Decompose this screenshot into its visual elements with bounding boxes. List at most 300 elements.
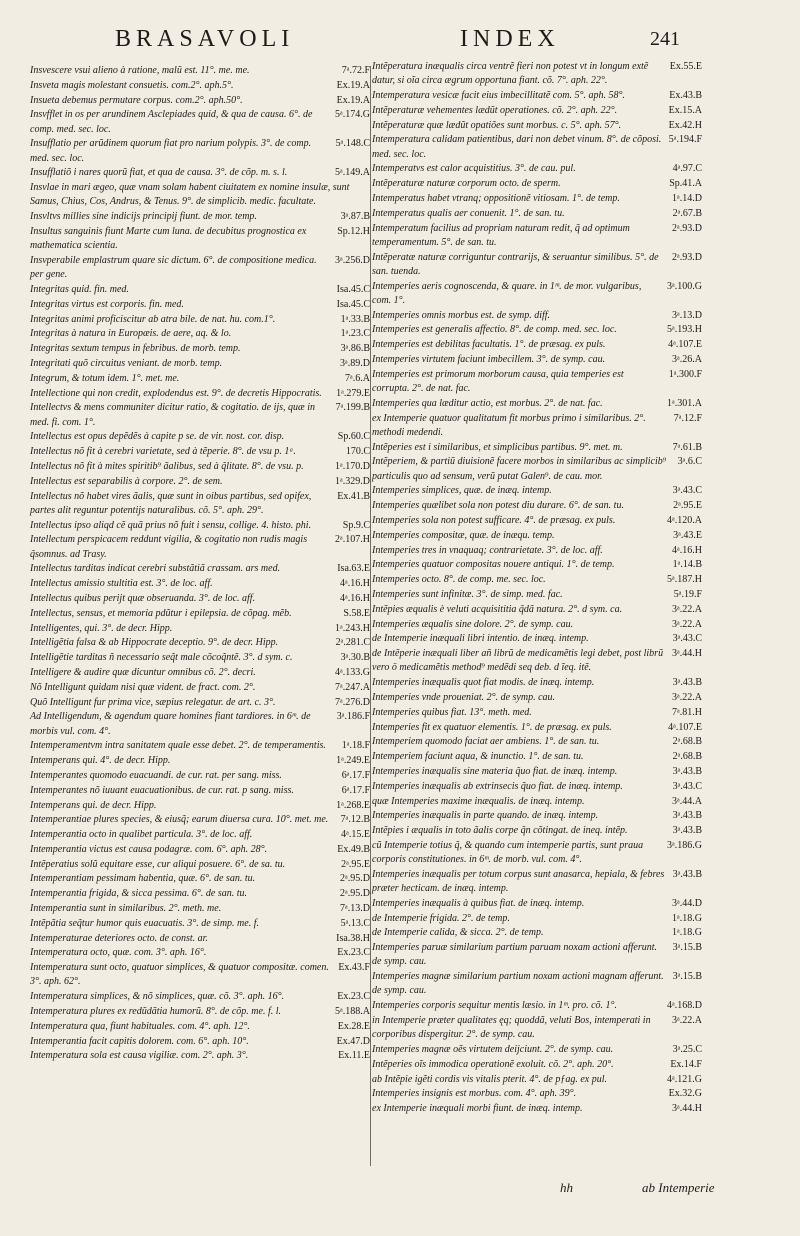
index-entry (372, 999, 702, 1013)
index-entry (372, 735, 702, 749)
entry-text: Intemperatura vesicæ facit eius imbecillitatẽ com. 5°. aph. 58°. (372, 90, 625, 101)
entry-reference: 2ᵃ.67.B (672, 207, 702, 219)
entry-reference: 3ᵃ.44.H (672, 1103, 702, 1115)
entry-reference: Ex.32.G (668, 1088, 702, 1100)
entry-text: Integritas sextum tempus in febribus. de morb. temp. (30, 343, 241, 355)
entry-text: Intemperiem faciunt aqua, & inunctio. 1°. de san. tu. (372, 751, 584, 763)
entry-reference: 3ᵃ.186.F (336, 711, 370, 723)
index-entry (372, 1087, 702, 1101)
entry-text: Intellectus est separabilis à corpore. 2°. de sem. (30, 475, 223, 487)
index-entry (30, 828, 370, 842)
entry-text: Intemperies paruæ similarium partium paruam noxam actioni afferunt. de symp. cau. (372, 942, 657, 968)
index-entry (372, 573, 702, 587)
index-entry (30, 254, 370, 282)
entry-text: Intemperatura qua, fiunt habituales. com. 4°. aph. 12°. (30, 1020, 250, 1032)
index-entry (372, 912, 702, 926)
entry-text: Intẽperatæ naturæ corriguntur contrarijs, & seruantur similibus. 5°. de san. tuenda. (372, 251, 659, 277)
entry-reference: 3ᵃ.256.D (335, 254, 370, 266)
index-entry (372, 795, 702, 809)
entry-text: Intemperantia victus est causa podagræ. com. 6°. aph. 28°. (30, 843, 268, 855)
index-entry (372, 177, 702, 191)
entry-text: Intemperatus qualis aer conuenit. 1°. de san. tu. (372, 207, 565, 219)
index-entry (30, 1049, 370, 1063)
entry-reference: 1ᵃ.18.G (672, 912, 702, 924)
index-entry (372, 1058, 702, 1072)
entry-text: Intẽperies oĩs immodica operationẽ exoluit. cõ. 2°. aph. 20°. (372, 1058, 614, 1070)
entry-reference: Ex.49.B (337, 843, 370, 855)
entry-reference: 2ᵃ.95.D (340, 873, 370, 885)
entry-text: in Intemperie præter qualitates ęq; quoddã, veluti Bos, intemperati in corporibus dispergitur. 2°. de symp. cau. (372, 1015, 651, 1041)
entry-text: de Intemperie calida, & sicca. 2°. de temp. (372, 927, 544, 939)
entry-text: Intelligere & audire quæ dicuntur omnibus cõ. 2°. decri. (30, 666, 256, 678)
entry-reference: 4ᵃ.168.D (667, 1000, 702, 1012)
entry-reference: Ex.42.H (668, 119, 702, 131)
entry-text: Intemperies aeris cognoscenda, & quare. in 1ᵐ. de mor. vulgaribus, com. 1°. (372, 280, 642, 306)
index-entry (30, 445, 370, 459)
entry-text: Intemperies quælibet sola non potest diu durare. 6°. de san. tu. (372, 500, 624, 512)
entry-reference: 3ᵃ.26.A (672, 353, 702, 365)
index-entry (30, 166, 370, 180)
entry-text: Intemperies corporis sequitur mentis læsio. in 1ᵐ. pro. cõ. 1°. (372, 1000, 618, 1012)
entry-reference: 2ᵃ.281.C (335, 637, 370, 649)
index-entry (372, 89, 702, 103)
entry-reference: Ex.11.E (338, 1050, 370, 1062)
index-entry (372, 897, 702, 911)
entry-reference: 1ᵃ.14.B (672, 559, 702, 571)
entry-reference: 7ᵃ.199.B (335, 402, 370, 414)
index-entry (30, 533, 370, 561)
index-entry (30, 387, 370, 401)
entry-text: de Intemperie frigida. 2°. de temp. (372, 912, 510, 924)
entry-reference: Isa.38.H (336, 932, 370, 944)
index-entry (372, 323, 702, 337)
index-entry (372, 133, 702, 161)
entry-text: Intemperantes nõ iuuant euacuationibus. de cur. rat. p sang. miss. (30, 784, 294, 796)
index-entry (372, 368, 702, 396)
entry-reference: 3ᵃ.87.B (340, 211, 370, 223)
index-entry (30, 372, 370, 386)
entry-text: Intẽpies æqualis è veluti acquisititia q̃dã natura. 2°. d sym. ca. (372, 603, 623, 615)
entry-text: Intemperatura octo, quæ. com. 3°. aph. 16°. (30, 947, 207, 959)
entry-reference: 7ᵃ.81.H (672, 706, 702, 718)
entry-reference: Isa.45.C (336, 298, 370, 310)
index-entry (30, 430, 370, 444)
index-entry (372, 207, 702, 221)
entry-text: quæ Intemperies maxime inæqualis. de inæq. intemp. (372, 795, 585, 807)
entry-reference: Ex.43.F (338, 962, 370, 974)
index-entry (30, 872, 370, 886)
index-entry (30, 357, 370, 371)
column-divider (370, 66, 371, 1166)
index-entry (372, 970, 702, 998)
entry-text: Intẽperiem, & partiũ diuisionẽ facere morbos in similaribus ac simplicib⁹ particulis quo ad sensum, verũ putat Galen⁹. de cau. mor. (372, 456, 667, 482)
entry-reference: 7ᵃ.276.D (335, 696, 370, 708)
entry-text: Intemperies compositæ, quæ. de inæqu. temp. (372, 529, 555, 541)
entry-text: Insvlae in mari ægeo, quæ vnam solam habent ciuitatem ex nomine insulæ, sunt Samus, Chius, Cos, Andrus, & Tenus. 9°. de simplicib. medic. facultate. (30, 182, 350, 208)
entry-reference: 3ᵃ.22.A (672, 603, 702, 615)
index-entry (30, 475, 370, 489)
index-entry (372, 868, 702, 896)
entry-reference: 3ᵃ.22.A (672, 1015, 702, 1027)
entry-reference: 3ᵃ.22.A (672, 618, 702, 630)
entry-reference: 4ᵃ.15.E (341, 829, 370, 841)
entry-reference: 1ᵃ.33.B (340, 313, 370, 325)
entry-text: Intelligẽtia falsa & ab Hippocrate deceptio. 9°. de decr. Hipp. (30, 637, 279, 649)
entry-text: Intemperatura sunt octo, quatuor simplices, & quatuor compositæ. comen. 3°. aph. 62°. (30, 962, 329, 988)
index-entry (372, 455, 702, 483)
entry-reference: Sp.60.C (337, 431, 370, 443)
entry-text: Intemperatus habet vtranq; oppositionẽ vitiosam. 1°. de temp. (372, 192, 620, 204)
entry-reference: 2ᵃ.68.B (672, 736, 702, 748)
entry-text: Intẽpies i æqualis in toto ãalis corpe q̃n cõtingat. de ineq. intẽp. (372, 825, 628, 837)
index-entry (30, 666, 370, 680)
entry-text: Insueta debemus permutare corpus. com.2°. aph.50°. (30, 94, 243, 106)
entry-reference: 3ᵃ.89.D (340, 357, 370, 369)
entry-reference: 4ᵃ.16.H (672, 544, 702, 556)
index-entry (30, 401, 370, 429)
entry-reference: 1ᵃ.300.F (668, 368, 702, 380)
entry-reference: 1ᵃ.243.H (335, 622, 370, 634)
entry-text: Integritas quid. fin. med. (30, 283, 129, 295)
entry-text: Intẽperies est i similaribus, et simplicibus partibus. 9°. met. m. (372, 441, 623, 453)
entry-text: Intemperaturae deteriores octo. de const. ar. (30, 932, 208, 944)
entry-reference: 1ᵃ.249.E (336, 755, 370, 767)
entry-reference: 3ᵃ.43.E (673, 529, 702, 541)
index-entry (30, 990, 370, 1004)
entry-text: Intemperies inæqualis quot fiat modis. de inæq. intemp. (372, 677, 595, 689)
entry-reference: 3ᵃ.43.C (672, 485, 702, 497)
entry-reference: 3ᵃ.22.A (672, 691, 702, 703)
entry-text: de Intẽperie inæquali liber añ librũ de medicamẽtis legi debet, post librũ vero ö medicamẽtis method⁹ medẽdi seq deb. d ĩeq. itẽ. (372, 648, 664, 674)
entry-reference: 1ᵃ.18.G (672, 927, 702, 939)
index-entry (30, 298, 370, 312)
index-entry (372, 691, 702, 705)
index-entry (372, 514, 702, 528)
index-entry (30, 108, 370, 136)
entry-text: Integrum, & totum idem. 1°. met. me. (30, 372, 180, 384)
index-entry (30, 946, 370, 960)
entry-text: Intemperantia facit capitis dolorem. com. 6°. aph. 10°. (30, 1035, 249, 1047)
entry-reference: 2ᵃ.93.D (672, 222, 702, 234)
entry-text: Intẽperaturæ quæ lædũt opatiões sunt morbus. c. 5°. aph. 57°. (372, 119, 622, 131)
entry-text: Intellectus ipso aliqd cẽ quã prius nõ fuit i sensu, collige. 4. histo. phi. (30, 519, 312, 531)
entry-text: Intelligẽtie tarditas ñ necessario seq̃t male cõcoq̃ntẽ. 3°. d sym. c. (30, 652, 293, 664)
entry-reference: S.58.E (343, 607, 370, 619)
entry-text: Intemperies inæqualis sine materia q̃uo fiat. de inæq. intemp. (372, 765, 618, 777)
index-entry (372, 441, 702, 455)
entry-text: Ad Intelligendum, & agendum quare homines fiant tardiores. in 6ᵐ. de morbis vul. com. 4°. (30, 711, 311, 737)
index-entry (30, 710, 370, 738)
entry-reference: 4ᵃ.107.E (668, 339, 702, 351)
index-entry (372, 721, 702, 735)
entry-reference: 1ᵃ.18.F (341, 740, 370, 752)
index-entry (30, 137, 370, 165)
entry-text: Intellectus amissio stultitia est. 3°. de loc. aff. (30, 578, 213, 590)
index-entry (372, 192, 702, 206)
entry-reference: 7ᵃ.247.A (335, 681, 370, 693)
entry-text: ex Intemperie inæquali morbi fiunt. de inæq. intemp. (372, 1103, 583, 1115)
entry-text: Intellectvs & mens communiter dicitur ratio, & cogitatio. de ijs, quæ in med. fi. com. 1°. (30, 402, 315, 428)
index-entry (30, 283, 370, 297)
index-entry (372, 809, 702, 823)
entry-text: cũ Intemperie totius q̃, & quando cum intemperie partis, sunt praua corporis constitutiones. in 6ᵐ. de morb. vul. com. 4°. (372, 839, 644, 866)
index-entry (372, 926, 702, 940)
entry-reference: Ex.14.F (670, 1058, 702, 1070)
entry-text: Integritas animi proficiscitur ab atra bile. de nat. hu. com.1°. (30, 313, 276, 325)
index-entry (30, 799, 370, 813)
entry-reference: 3ᵃ.186.G (667, 839, 702, 851)
entry-reference: 1ᵃ.14.D (672, 192, 702, 204)
index-entry (30, 696, 370, 710)
index-entry (30, 1035, 370, 1049)
entry-reference: 3ᵃ.43.B (672, 868, 702, 880)
index-entry (372, 529, 702, 543)
entry-reference: Sp.41.A (669, 178, 702, 190)
entry-text: Insvltvs millies sine indicijs principij fiunt. de mor. temp. (30, 211, 257, 223)
entry-text: Insultus sanguinis fiunt Marte cum luna. de decubitus prognostica ex mathematica scientia. (30, 225, 307, 252)
entry-reference: 2ᵃ.95.E (341, 858, 370, 870)
index-entry (30, 651, 370, 665)
index-entry (30, 327, 370, 341)
entry-reference: 3ᵃ.43.B (672, 810, 702, 822)
index-entry (30, 342, 370, 356)
index-entry (30, 94, 370, 108)
entry-reference: Ex.23.C (337, 947, 370, 959)
entry-text: Intemperies sola non potest sufficare. 4°. de præsag. ex puls. (372, 514, 616, 526)
entry-reference: 5ᵃ.13.C (340, 917, 370, 929)
index-entry (372, 839, 702, 867)
entry-reference: Ex.47.D (336, 1035, 370, 1047)
entry-text: Intellectus tarditas indicat cerebri substãtiã crassam. ars med. (30, 563, 281, 575)
index-entry (30, 1005, 370, 1019)
index-entry (30, 932, 370, 946)
entry-text: Intemperantia octo in qualibet particula. 3°. de loc. aff. (30, 829, 253, 841)
entry-reference: 3ᵃ.86.B (340, 343, 370, 355)
entry-text: Intellectus est opus depẽdẽs à capite p se. de vir. nost. cor. disp. (30, 431, 285, 443)
entry-reference: Sp.12.H (337, 225, 370, 237)
entry-reference: 3ᵃ.44.A (672, 795, 702, 807)
entry-reference: 1ᵃ.329.D (335, 475, 370, 487)
entry-text: Intemperies virtutem faciunt imbecillem. 3°. de symp. cau. (372, 353, 606, 365)
entry-reference: 4ᵃ.133.G (335, 666, 370, 678)
entry-text: Intemperans qui. de decr. Hipp. (30, 799, 157, 811)
entry-text: Integritati quõ circuitus veniant. de morb. temp. (30, 357, 223, 369)
entry-text: Intẽperaturæ vehementes lædũt operationes. cõ. 2°. aph. 22°. (372, 104, 618, 116)
index-entry (372, 499, 702, 513)
entry-text: Intemperatvs est calor acquistitius. 3°. de cau. pul. (372, 163, 576, 175)
entry-reference: 2ᵃ.107.H (335, 534, 370, 546)
entry-reference: 7ᵃ.13.D (340, 903, 370, 915)
entry-reference: Ex.15.A (668, 104, 702, 116)
entry-reference: 3ᵃ.43.C (672, 633, 702, 645)
entry-reference: 1ᵃ.301.A (667, 397, 702, 409)
entry-reference: 3ᵃ.44.H (672, 648, 702, 660)
running-head-right: INDEX (460, 26, 560, 52)
index-entry (372, 251, 702, 279)
index-entry (30, 636, 370, 650)
index-entry (372, 1073, 702, 1087)
entry-text: Intemperatura plures ex redũdãtia humorũ. 8°. de cõp. me. f. l. (30, 1006, 281, 1018)
entry-reference: Ex.55.E (669, 61, 702, 72)
entry-text: Intemperies vnde proueniat. 2°. de symp. cau. (372, 691, 556, 703)
entry-text: Intemperies inæqualis à quibus fiat. de inæq. intemp. (372, 897, 585, 909)
entry-text: Integritas à natura in Europæis. de aere, aq. & lo. (30, 328, 232, 340)
entry-text: Intemperies sunt infinitæ. 3°. de simp. med. fac. (372, 588, 563, 600)
entry-text: Intemperies est generalis affectio. 8°. de comp. med. sec. loc. (372, 324, 617, 336)
index-entry (372, 397, 702, 411)
entry-text: Intemperantia sunt in similaribus. 2°. meth. me. (30, 903, 222, 915)
index-entry (372, 1043, 702, 1057)
entry-reference: 1ᵃ.170.D (335, 460, 370, 472)
entry-text: Insufflatio per arũdinem quorum fiat pro narium polypis. 3°. de comp. med. sec. loc. (30, 138, 312, 164)
index-entry (372, 1014, 702, 1042)
entry-text: Insvperabile emplastrum quare sic dictum. 6°. de compositione medica. per gene. (30, 254, 317, 281)
entry-text: Intemperies magnæ similarium partium noxam actioni magnam afferunt. de symp. cau. (372, 971, 664, 997)
entry-reference: 5ᵃ.193.H (667, 324, 702, 336)
entry-text: Intẽperaturæ naturæ corporum octo. de sperm. (372, 178, 561, 190)
entry-text: Intemperantiam pessimam habentia, quæ. 6°. de san. tu. (30, 873, 256, 885)
entry-reference: 3ᵃ.15.B (672, 971, 702, 983)
index-entry (30, 1020, 370, 1034)
entry-reference: 6ᵃ.17.F (341, 769, 370, 781)
entry-text: Intemperies inæqualis in parte quando. de inæq. intemp. (372, 810, 599, 822)
entry-reference: 3ᵃ.43.B (672, 765, 702, 777)
entry-text: Intemperies omnis morbus est. de symp. diff. (372, 309, 551, 321)
entry-reference: 1ᵃ.23.C (340, 328, 370, 340)
index-entry (372, 222, 702, 250)
entry-text: Intemperies inæqualis per totum corpus sunt anasarca, hepiala, & febres præter hecticam. de inæq. intemp. (372, 868, 665, 895)
entry-text: Intemperies fit ex quatuor elementis. 1°. de præsag. ex puls. (372, 721, 612, 733)
entry-text: Intemperantia frigida, & sicca pessima. 6°. de san. tu. (30, 888, 248, 900)
entry-reference: 3ᵃ.30.B (340, 652, 370, 664)
index-entry (30, 79, 370, 93)
index-entry (372, 706, 702, 720)
entry-text: Integritas virtus est corporis. fin. med. (30, 298, 184, 310)
entry-text: Intemperatura simplices, & nõ simplices, quæ. cõ. 3°. aph. 16°. (30, 991, 285, 1003)
index-entry (30, 813, 370, 827)
entry-reference: 4ᵃ.97.C (672, 163, 702, 175)
entry-reference: 3ᵃ.44.D (672, 897, 702, 909)
entry-text: Intemperies tres in vnaquaq; contrarietate. 3°. de loc. aff. (372, 544, 603, 556)
page-number: 241 (650, 28, 680, 50)
index-entry (372, 765, 702, 779)
index-entry (372, 824, 702, 838)
index-entry (30, 577, 370, 591)
entry-text: Intemperies octo. 8°. de comp. me. sec. loc. (372, 574, 546, 586)
index-entry (30, 460, 370, 474)
index-entry (372, 353, 702, 367)
right-column (372, 60, 702, 1117)
entry-reference: 7ᵃ.6.A (345, 372, 370, 384)
entry-reference: Ex.43.B (669, 90, 702, 101)
entry-text: Intẽperatius solũ equitare esse, cur aliqui posuere. 6°. de sa. tu. (30, 858, 286, 870)
index-entry (372, 119, 702, 133)
entry-reference: 3ᵃ.6.C (677, 456, 702, 468)
entry-text: Intellectus nõ fit à mites spiritib⁹ ãalibus, sed à q̃litate. 8°. de vsu. p. (30, 460, 304, 472)
index-entry (372, 309, 702, 323)
catchword: ab Intemperie (642, 1180, 715, 1195)
index-entry (372, 558, 702, 572)
index-entry (372, 603, 702, 617)
entry-text: Intellectum perspicacem reddunt vigilia, & cogitatio non rudis magis q̃somnus. ad Trasy. (30, 534, 308, 560)
entry-reference: Ex.28.E (337, 1020, 370, 1032)
index-entry (372, 676, 702, 690)
entry-text: Intemperies insignis est morbus. com. 4°. aph. 39°. (372, 1088, 577, 1100)
index-entry (30, 843, 370, 857)
entry-reference: 5ᵃ.187.H (667, 574, 702, 586)
entry-text: Intẽpãtia seq̃tur humor quis euacuatis. 3°. de simp. me. f. (30, 917, 259, 929)
index-entry (372, 104, 702, 118)
index-entry (372, 632, 702, 646)
index-entry (372, 618, 702, 632)
entry-reference: Ex.41.B (337, 490, 370, 502)
entry-text: Nõ Intelligunt quidam nisi quæ vident. de fract. com. 2°. (30, 681, 256, 693)
entry-text: Quõ Intelligunt fur prima vice, sæpius relegatur. de art. c. 3°. (30, 696, 276, 708)
index-entry (372, 60, 702, 88)
entry-reference: 5ᵃ.19.F (673, 588, 702, 600)
entry-reference: 5ᵃ.149.A (335, 167, 370, 179)
index-entry (372, 941, 702, 969)
entry-reference: 3ᵃ.43.B (672, 825, 702, 837)
index-entry (372, 1102, 702, 1116)
entry-text: Intemperamentvm intra sanitatem quale esse debet. 2°. de temperamentis. (30, 740, 326, 752)
index-entry (30, 225, 370, 253)
entry-reference: 5ᵃ.194.F (668, 134, 702, 146)
entry-text: Intemperans qui. 4°. de decr. Hipp. (30, 755, 171, 767)
entry-text: Insufflatiõ i nares quorũ fiat, et qua de causa. 3°. de cõp. m. s. l. (30, 167, 288, 179)
entry-text: Intemperies inæqualis ab extrinsecis q̃uo fiat. de inæq. intemp. (372, 780, 623, 792)
entry-text: Intemperiem quomodo faciat aer ambiens. 1°. de san. tu. (372, 736, 600, 748)
entry-text: Insvescere vsui alieno à ratione, malũ est. 11°. me. me. (30, 65, 250, 76)
entry-reference: 2ᵃ.68.B (672, 751, 702, 763)
entry-text: de Intemperie inæquali libri intentio. de inæq. intemp. (372, 633, 589, 645)
index-entry (372, 588, 702, 602)
entry-reference: 2ᵃ.95.E (673, 500, 702, 512)
entry-reference: Ex.23.C (337, 991, 370, 1003)
index-entry (30, 64, 370, 78)
entry-text: Intellectus nõ fit à cerebri varietate, sed à tẽperie. 8°. de vsu p. 1ᵃ. (30, 446, 296, 458)
entry-reference: 3ᵃ.43.B (672, 677, 702, 689)
entry-reference: 6ᵃ.17.F (341, 784, 370, 796)
entry-text: Intemperies quatuor compositas nouere antiqui. 1°. de temp. (372, 559, 615, 571)
entry-text: ab Intẽpie igẽti cordis vis vitalis pterit. 4°. de pƒag. ex pul. (372, 1073, 607, 1085)
index-entry (30, 681, 370, 695)
entry-text: Intemperies est primorum morborum causa, quia temperies est corrupta. 2°. de nat. fac. (372, 368, 624, 394)
index-entry (30, 519, 370, 533)
entry-reference: 1ᵃ.268.E (336, 799, 370, 811)
index-entry (30, 784, 370, 798)
index-entry (30, 887, 370, 901)
index-entry (30, 769, 370, 783)
entry-reference: 1ᵃ.279.E (336, 387, 370, 399)
entry-reference: Ex.19.A (336, 79, 370, 91)
entry-reference: 3ᵃ.25.C (672, 1044, 702, 1056)
entry-text: Intemperatura sola est causa vigiliæ. com. 2°. aph. 3°. (30, 1050, 249, 1062)
index-entry (30, 961, 370, 989)
index-entry (30, 858, 370, 872)
entry-text: Intellectione qui non credit, explodendus est. 9°. de decretis Hippocratis. (30, 387, 322, 399)
index-entry (30, 902, 370, 916)
entry-text: Intemperies simplices, quæ. de inæq. intemp. (372, 485, 552, 497)
entry-reference: 7ᵃ.61.B (672, 441, 702, 453)
index-entry (372, 544, 702, 558)
entry-reference: Isa.45.C (336, 283, 370, 295)
signature-mark: hh (560, 1180, 573, 1195)
entry-reference: 3ᵃ.13.D (672, 309, 702, 321)
index-entry (372, 484, 702, 498)
running-head-left: BRASAVOLI (115, 26, 295, 52)
index-entry (372, 750, 702, 764)
